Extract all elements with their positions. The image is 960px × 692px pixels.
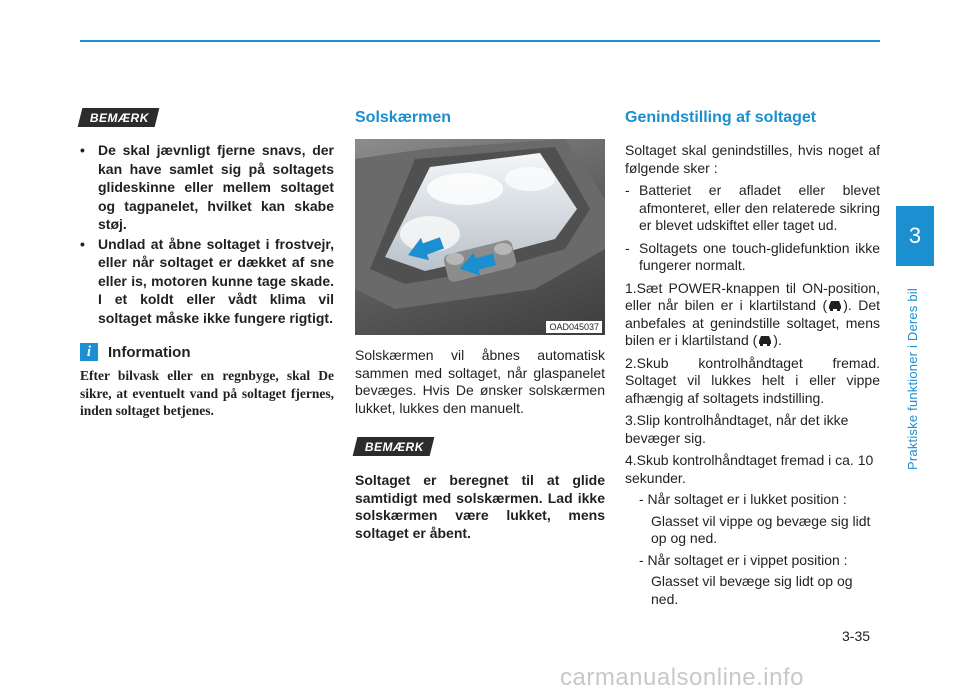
- info-text: Efter bilvask eller en regnbyge, skal De sikre, at eventuelt vand på soltaget fjernes, inden soltaget betjenes.: [80, 368, 334, 418]
- sub-description: Glasset vil bevæge sig lidt op og ned.: [651, 573, 853, 607]
- list-item: • Undlad at åbne soltaget i frostvejr, eller når soltaget er dækket af sne eller is, motoren kunne tage skade. I et koldt eller vådt klima vil soltaget måske ikke fungere rigtigt.: [80, 235, 334, 326]
- sub-condition: - Når soltaget er i lukket position :: [639, 491, 847, 507]
- page-number: 3-35: [842, 628, 871, 644]
- info-heading: i Information: [80, 343, 334, 361]
- chapter-label: Praktiske funktioner i Deres bil: [905, 288, 920, 470]
- ready-car-icon: [757, 334, 773, 346]
- body-text: Solskærmen vil åbnes automatisk sammen med soltaget, når glaspanelet bevæges. Hvis De ønsker solskærmen lukket, lukkes den manuelt.: [355, 347, 605, 416]
- column-3: [625, 108, 880, 608]
- ready-car-icon: [827, 299, 843, 311]
- sunroof-photo: [355, 139, 605, 335]
- step-4: 4.Skub kontrolhåndtaget fremad i ca. 10 sekunder.: [625, 452, 874, 486]
- chapter-tab: 3: [896, 206, 934, 266]
- sub-description: Glasset vil vippe og bevæge sig lidt op og ned.: [651, 512, 871, 546]
- step-3: 3.Slip kontrolhåndtaget, når det ikke bevæger sig.: [625, 412, 849, 446]
- watermark: carmanualsonline.info: [560, 664, 804, 691]
- section-heading: Solskærmen: [355, 109, 452, 126]
- section-heading: Genindstilling af soltaget: [625, 109, 817, 126]
- note-badge: BEMÆRK: [78, 108, 160, 127]
- step-1: 1.Sæt POWER-knappen til ON-position, eller når bilen er i klartilstand ( ). Det anbefales at genindstille soltaget, mens bilen er i klartilstand ( ).: [625, 279, 880, 348]
- note-badge: BEMÆRK: [353, 437, 435, 456]
- note-text: Soltaget er beregnet til at glide samtidigt med solskærmen. Lad ikke solskærmen være lukket, mens soltaget er åbent.: [355, 472, 605, 541]
- sub-condition: - Når soltaget er i vippet position :: [639, 551, 848, 568]
- photo-caption: OAD045037: [546, 321, 602, 333]
- list-item: • De skal jævnligt fjerne snavs, der kan have samlet sig på soltagets glideskinne eller mellem soltaget og tagpanelet, hvilket kan skabe støj.: [80, 142, 334, 232]
- list-item: - Soltagets one touch-glidefunktion ikke fungerer normalt.: [625, 239, 880, 273]
- column-1: [80, 108, 334, 420]
- intro-text: Soltaget skal genindstilles, hvis noget af følgende sker :: [625, 142, 880, 176]
- header-rule: [80, 40, 880, 42]
- note-list: [80, 141, 334, 327]
- step-2: 2.Skub kontrolhåndtaget fremad. Soltaget vil lukkes helt i eller vippe afhængig af soltagets indstilling.: [625, 354, 880, 406]
- column-2: [355, 108, 605, 542]
- info-icon: i: [80, 343, 98, 361]
- list-item: - Batteriet er afladet eller blevet afmonteret, eller den relaterede sikring er blevet udskiftet eller taget ud.: [625, 182, 880, 233]
